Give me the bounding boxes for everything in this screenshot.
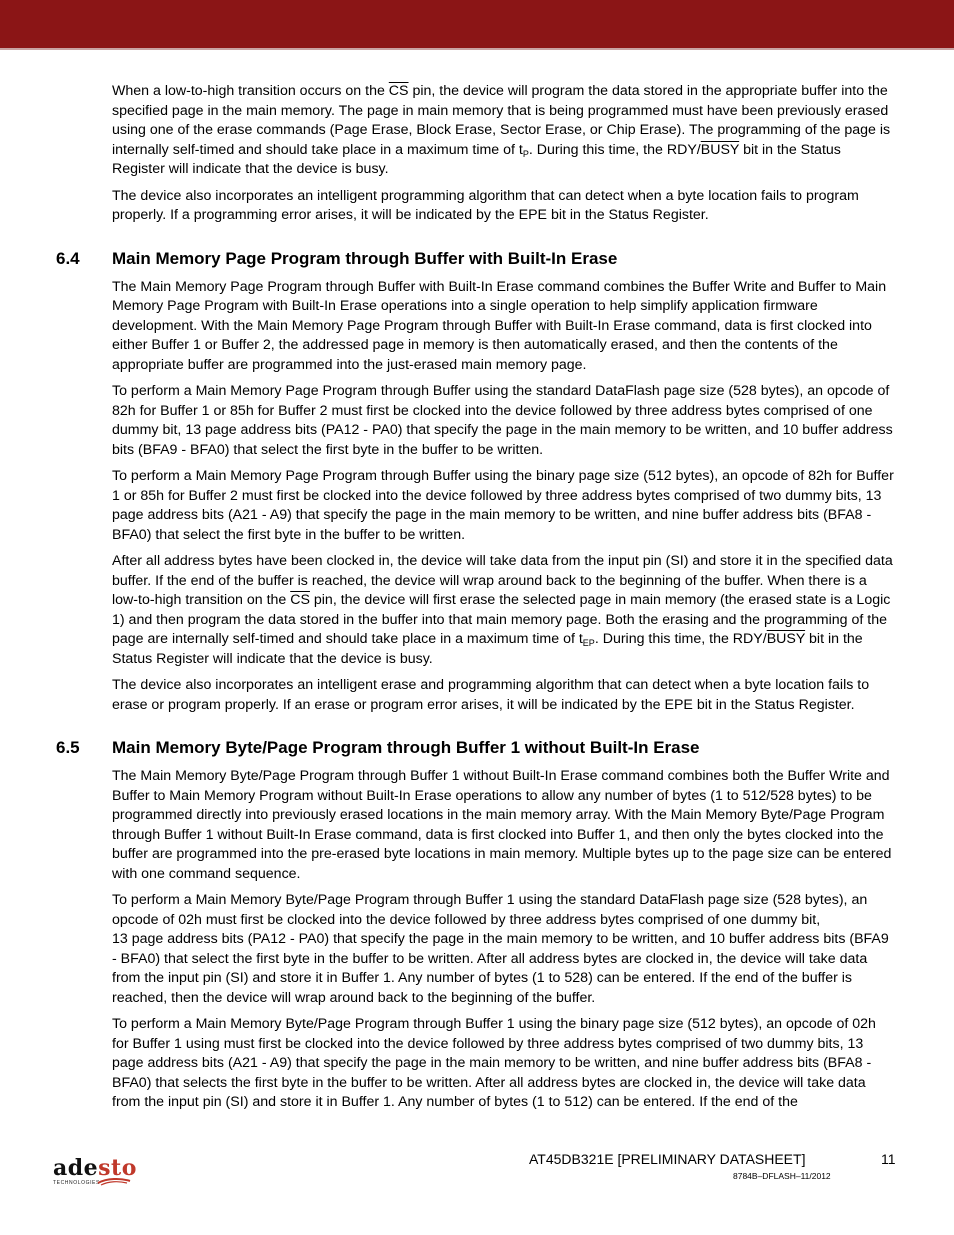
document-code: 8784B–DFLASH–11/2012 [733, 1171, 831, 1181]
paragraph: To perform a Main Memory Page Program through Buffer using the binary page size (512 bytes), an opcode of 82h for Buffer 1 or 85h for Buffer 2 must first be clocked into the device followed by three address bytes comprised of two dummy bits, 13 page address bits (A21 - A9) that specify the page in the main memory to be written, and nine buffer address bits (BFA8 - BFA0) that select the first byte in the buffer to be written. [112, 468, 894, 543]
paragraph: To perform a Main Memory Page Program through Buffer using the standard DataFlash page size (528 bytes), an opcode of 82h for Buffer 1 or 85h for Buffer 2 must first be clocked into the device followed by three address bytes comprised of one dummy bit, 13 page address bits (PA12 - PA0) that specify the page in the main memory to be written, and 10 buffer address bits (BFA9 - BFA0) that select the first byte in the buffer to be written. [112, 383, 893, 458]
paragraph: The Main Memory Byte/Page Program through Buffer 1 without Built-In Erase command combines both the Buffer Write and Buffer to Main Memory Program without Built-In Erase operations to allow any number of bytes (1 to 512/528 bytes) to be programmed directly into previously erased locations in the main memory array. With the Main Memory Byte/Page Program through Buffer 1 without Built-In Erase command, data is first clocked into Buffer 1, and then only the bytes clocked into the buffer are programmed into the pre-erased byte locations in main memory. Multiple bytes up to the page size can be entered with one command sequence. [112, 768, 892, 882]
paragraph: After all address bytes have been clocked in, the device will take data from the input pin (SI) and store it in the specified data buffer. If the end of the buffer is reached, the device will wrap around back to the beginning of the buffer. When there is a low-to-high transition on the $\overline{CS}$ pin, the device will first erase the selected page in main memory (the erased state is a Logic 1) and then program the data stored in the buffer into that main memory page. Both the erasing and the programming of the page are internally self-timed and should take place in a maximum time of $t_{EP}$. During this time, the RDY/BUSY bit in the Status Register will indicate that the device is busy. [112, 553, 893, 667]
section-heading-6-5 [56, 737, 896, 759]
page-content [56, 82, 896, 1120]
page-number: 11 [881, 1151, 896, 1167]
paragraph: The Main Memory Page Program through Buffer with Built-In Erase command combines the Buffer Write and Buffer to Main Memory Page Program with Built-In Erase operations into a single operation to help simplify application firmware development. With the Main Memory Page Program through Buffer with Built-In Erase command, data is first clocked into either Buffer 1 or Buffer 2, the addressed page in memory is then automatically erased, and then the contents of the appropriate buffer are programmed into the just-erased main memory page. [112, 278, 887, 373]
section-title: Main Memory Page Program through Buffer with Built-In Erase [112, 248, 618, 268]
section-number: 6.4 [56, 248, 80, 268]
busy-signal: BUSY [766, 631, 806, 647]
document-title: AT45DB321E [PRELIMINARY DATASHEET] [529, 1151, 806, 1167]
logo-wordmark: adesto [53, 1155, 137, 1181]
section-title: Main Memory Byte/Page Program through Buffer 1 without Built-In Erase [112, 738, 700, 757]
adesto-logo [53, 1157, 143, 1193]
paragraph: To perform a Main Memory Byte/Page Program through Buffer 1 using the binary page size (512 bytes), an opcode of 02h for Buffer 1 using must first be clocked into the device followed by three address bytes comprised of two dummy bits, 13 page address bits (A21 - A9) that specify the page in the main memory to be written, and nine buffer address bits (BFA8 - BFA0) that selects the first byte in the buffer to be written. After all address bytes are clocked in, the device will take data from the input pin (SI) and store it in Buffer 1. Any number of bytes (1 to 512) can be entered. If the end of the [112, 1016, 876, 1110]
cs-signal: $\overline{CS}$ [290, 592, 310, 608]
paragraph: The device also incorporates an intelligent erase and programming algorithm that can detect when a byte location fails to erase or program properly. If an erase or program error arises, it will be indicated by the EPE bit in the Status Register. [112, 677, 870, 713]
busy-signal: BUSY [700, 141, 740, 158]
cs-signal: $\overline{CS}$ [388, 83, 409, 99]
paragraph: The device also incorporates an intelligent programming algorithm that can detect when a byte location fails to program properly. If a programming error arises, it will be indicated by the EPE bit in the Status Register. [112, 187, 859, 223]
section-number: 6.5 [56, 738, 80, 757]
paragraph: When a low-to-high transition occurs on the $\overline{CS}$ pin, the device will program the data stored in the appropriate buffer into the specified page in the main memory. The page in main memory that is being programmed must have been previously erased using one of the erase commands (Page Erase, Block Erase, Sector Erase, or Chip Erase). The programming of the page is internally self-timed and should take place in a maximum time of $t_P$. During this time, the RDY/BUSY bit in the Status Register will indicate that the device is busy. [112, 83, 891, 177]
section-heading-6-4 [56, 248, 896, 270]
logo-tagline: TECHNOLOGIES [53, 1180, 100, 1186]
logo-swoosh-icon [97, 1177, 131, 1187]
paragraph: To perform a Main Memory Byte/Page Program through Buffer 1 using the standard DataFlash page size (528 bytes), an opcode of 02h must first be clocked into the device followed by three address bytes comprised of one dummy bit, 13 page address bits (PA12 - PA0) that specify the page in the main memory to be written, and 10 buffer address bits (BFA9 - BFA0) that select the first byte in the buffer to be written. After all address bytes are clocked in, the device will take data from the input pin (SI) and store it in Buffer 1. Any number of bytes (1 to 528) can be entered. If the end of the buffer is reached, then the device will wrap around back to the beginning of the buffer. [112, 892, 889, 1006]
header-bar [0, 0, 954, 50]
